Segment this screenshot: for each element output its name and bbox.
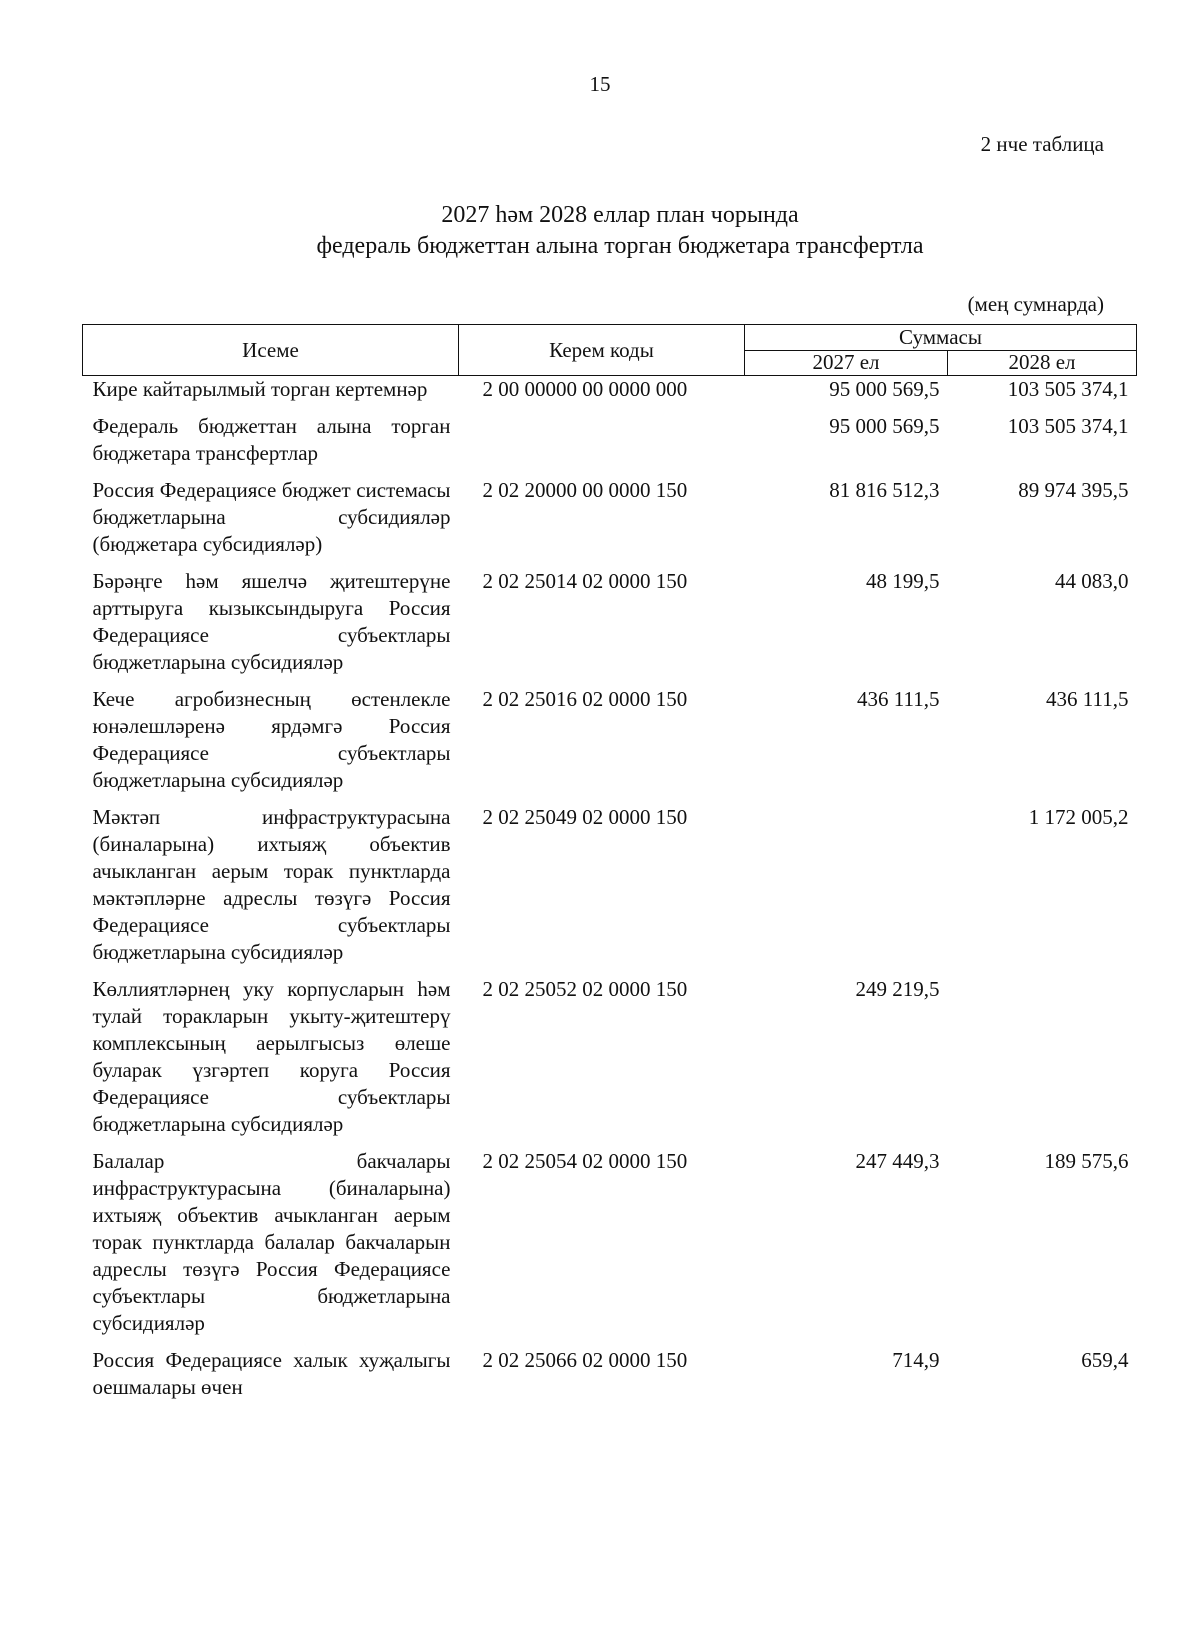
table-header (83, 325, 1137, 376)
row-name: Балалар бакчалары инфраструктурасына (биналарына) ихтыяҗ объектив ачыкланган аерым торак пунктларда балалар бакчаларын адреслы төзүгә Россия Федерациясе субъектлары бюджетларына субсидияләр (92, 1149, 451, 1335)
units-note: (мең сумнарда) (967, 292, 1104, 316)
row-name: Россия Федерациясе халык хуҗалыгы оешмалары өчен (92, 1348, 451, 1399)
header-year-2028: 2028 ел (948, 350, 1137, 376)
row-value-2028: 189 575,6 (1044, 1149, 1129, 1173)
table-row (83, 477, 1137, 568)
row-value-2028 (948, 976, 1137, 1148)
row-name: Көллиятләрнең уку корпусларын һәм тулай торакларын укыту-җитештерү комплексының аерылгысыз өлеше буларак үзгәртеп коруга Россия Федерациясе субъектлары бюджетларына субсидияләр (92, 977, 451, 1136)
table-row (83, 376, 1137, 414)
row-code: 2 02 25066 02 0000 150 (482, 1348, 688, 1372)
row-value-2027: 436 111,5 (857, 687, 940, 711)
transfers-table (82, 324, 1137, 1411)
row-value-2027: 81 816 512,3 (829, 478, 940, 502)
row-value-2027: 95 000 569,5 (829, 377, 940, 401)
row-name: Кече агробизнесның өстенлекле юнәлешләренә ярдәмгә Россия Федерациясе субъектлары бюджетларына субсидияләр (92, 687, 451, 792)
row-code: 2 02 20000 00 0000 150 (482, 478, 688, 502)
title-line-2: федераль бюджеттан алына торган бюджетара трансфертла (316, 233, 924, 259)
row-name: Бәрәңге һәм яшелчә җитештерүне арттыруга кызыксындыруга Россия Федерациясе субъектлары бюджетларына субсидияләр (92, 569, 451, 674)
row-name: Мәктәп инфраструктурасына (биналарына) ихтыяҗ объектив ачыкланган аерым торак пунктларда мәктәпләрне адреслы төзүгә Россия Федерациясе субъектлары бюджетларына субсидияләр (92, 805, 451, 964)
table-row (83, 686, 1137, 804)
table-row (83, 1347, 1137, 1411)
row-name: Россия Федерациясе бюджет системасы бюджетларына субсидияләр (бюджетара субсидияләр) (92, 478, 451, 556)
table-label: 2 нче таблица (980, 132, 1104, 156)
row-code: 2 02 25014 02 0000 150 (482, 569, 688, 593)
row-value-2028: 659,4 (1081, 1348, 1129, 1372)
row-value-2028: 1 172 005,2 (1028, 805, 1129, 829)
page-number: 15 (589, 72, 611, 96)
header-year-2027: 2027 ел (745, 350, 948, 376)
row-name: Кире кайтарылмый торган кертемнәр (92, 377, 428, 401)
row-value-2027: 95 000 569,5 (829, 414, 940, 438)
row-code: 2 02 25049 02 0000 150 (482, 805, 688, 829)
header-name: Исеме (83, 325, 459, 376)
table-row (83, 413, 1137, 477)
table-row (83, 1148, 1137, 1347)
row-value-2028: 89 974 395,5 (1018, 478, 1129, 502)
header-sums: Суммасы (745, 325, 1137, 351)
row-value-2028: 103 505 374,1 (1007, 414, 1129, 438)
table-row (83, 804, 1137, 976)
row-code (459, 413, 745, 477)
header-code: Керем коды (459, 325, 745, 376)
row-value-2028: 103 505 374,1 (1007, 377, 1129, 401)
table-row (83, 976, 1137, 1148)
row-value-2027: 249 219,5 (855, 977, 940, 1001)
row-value-2027: 48 199,5 (866, 569, 940, 593)
row-code: 2 02 25016 02 0000 150 (482, 687, 688, 711)
row-value-2028: 44 083,0 (1055, 569, 1129, 593)
table-row (83, 568, 1137, 686)
table-body (83, 376, 1137, 1412)
document-title (0, 200, 1200, 262)
row-code: 2 02 25054 02 0000 150 (482, 1149, 688, 1173)
row-name: Федераль бюджеттан алына торган бюджетара трансфертлар (92, 414, 451, 465)
row-value-2027: 247 449,3 (855, 1149, 940, 1173)
row-value-2027 (745, 804, 948, 976)
title-line-1: 2027 һәм 2028 еллар план чорында (441, 202, 799, 228)
row-value-2028: 436 111,5 (1046, 687, 1129, 711)
row-code: 2 00 00000 00 0000 000 (482, 377, 688, 401)
row-code: 2 02 25052 02 0000 150 (482, 977, 688, 1001)
row-value-2027: 714,9 (892, 1348, 940, 1372)
